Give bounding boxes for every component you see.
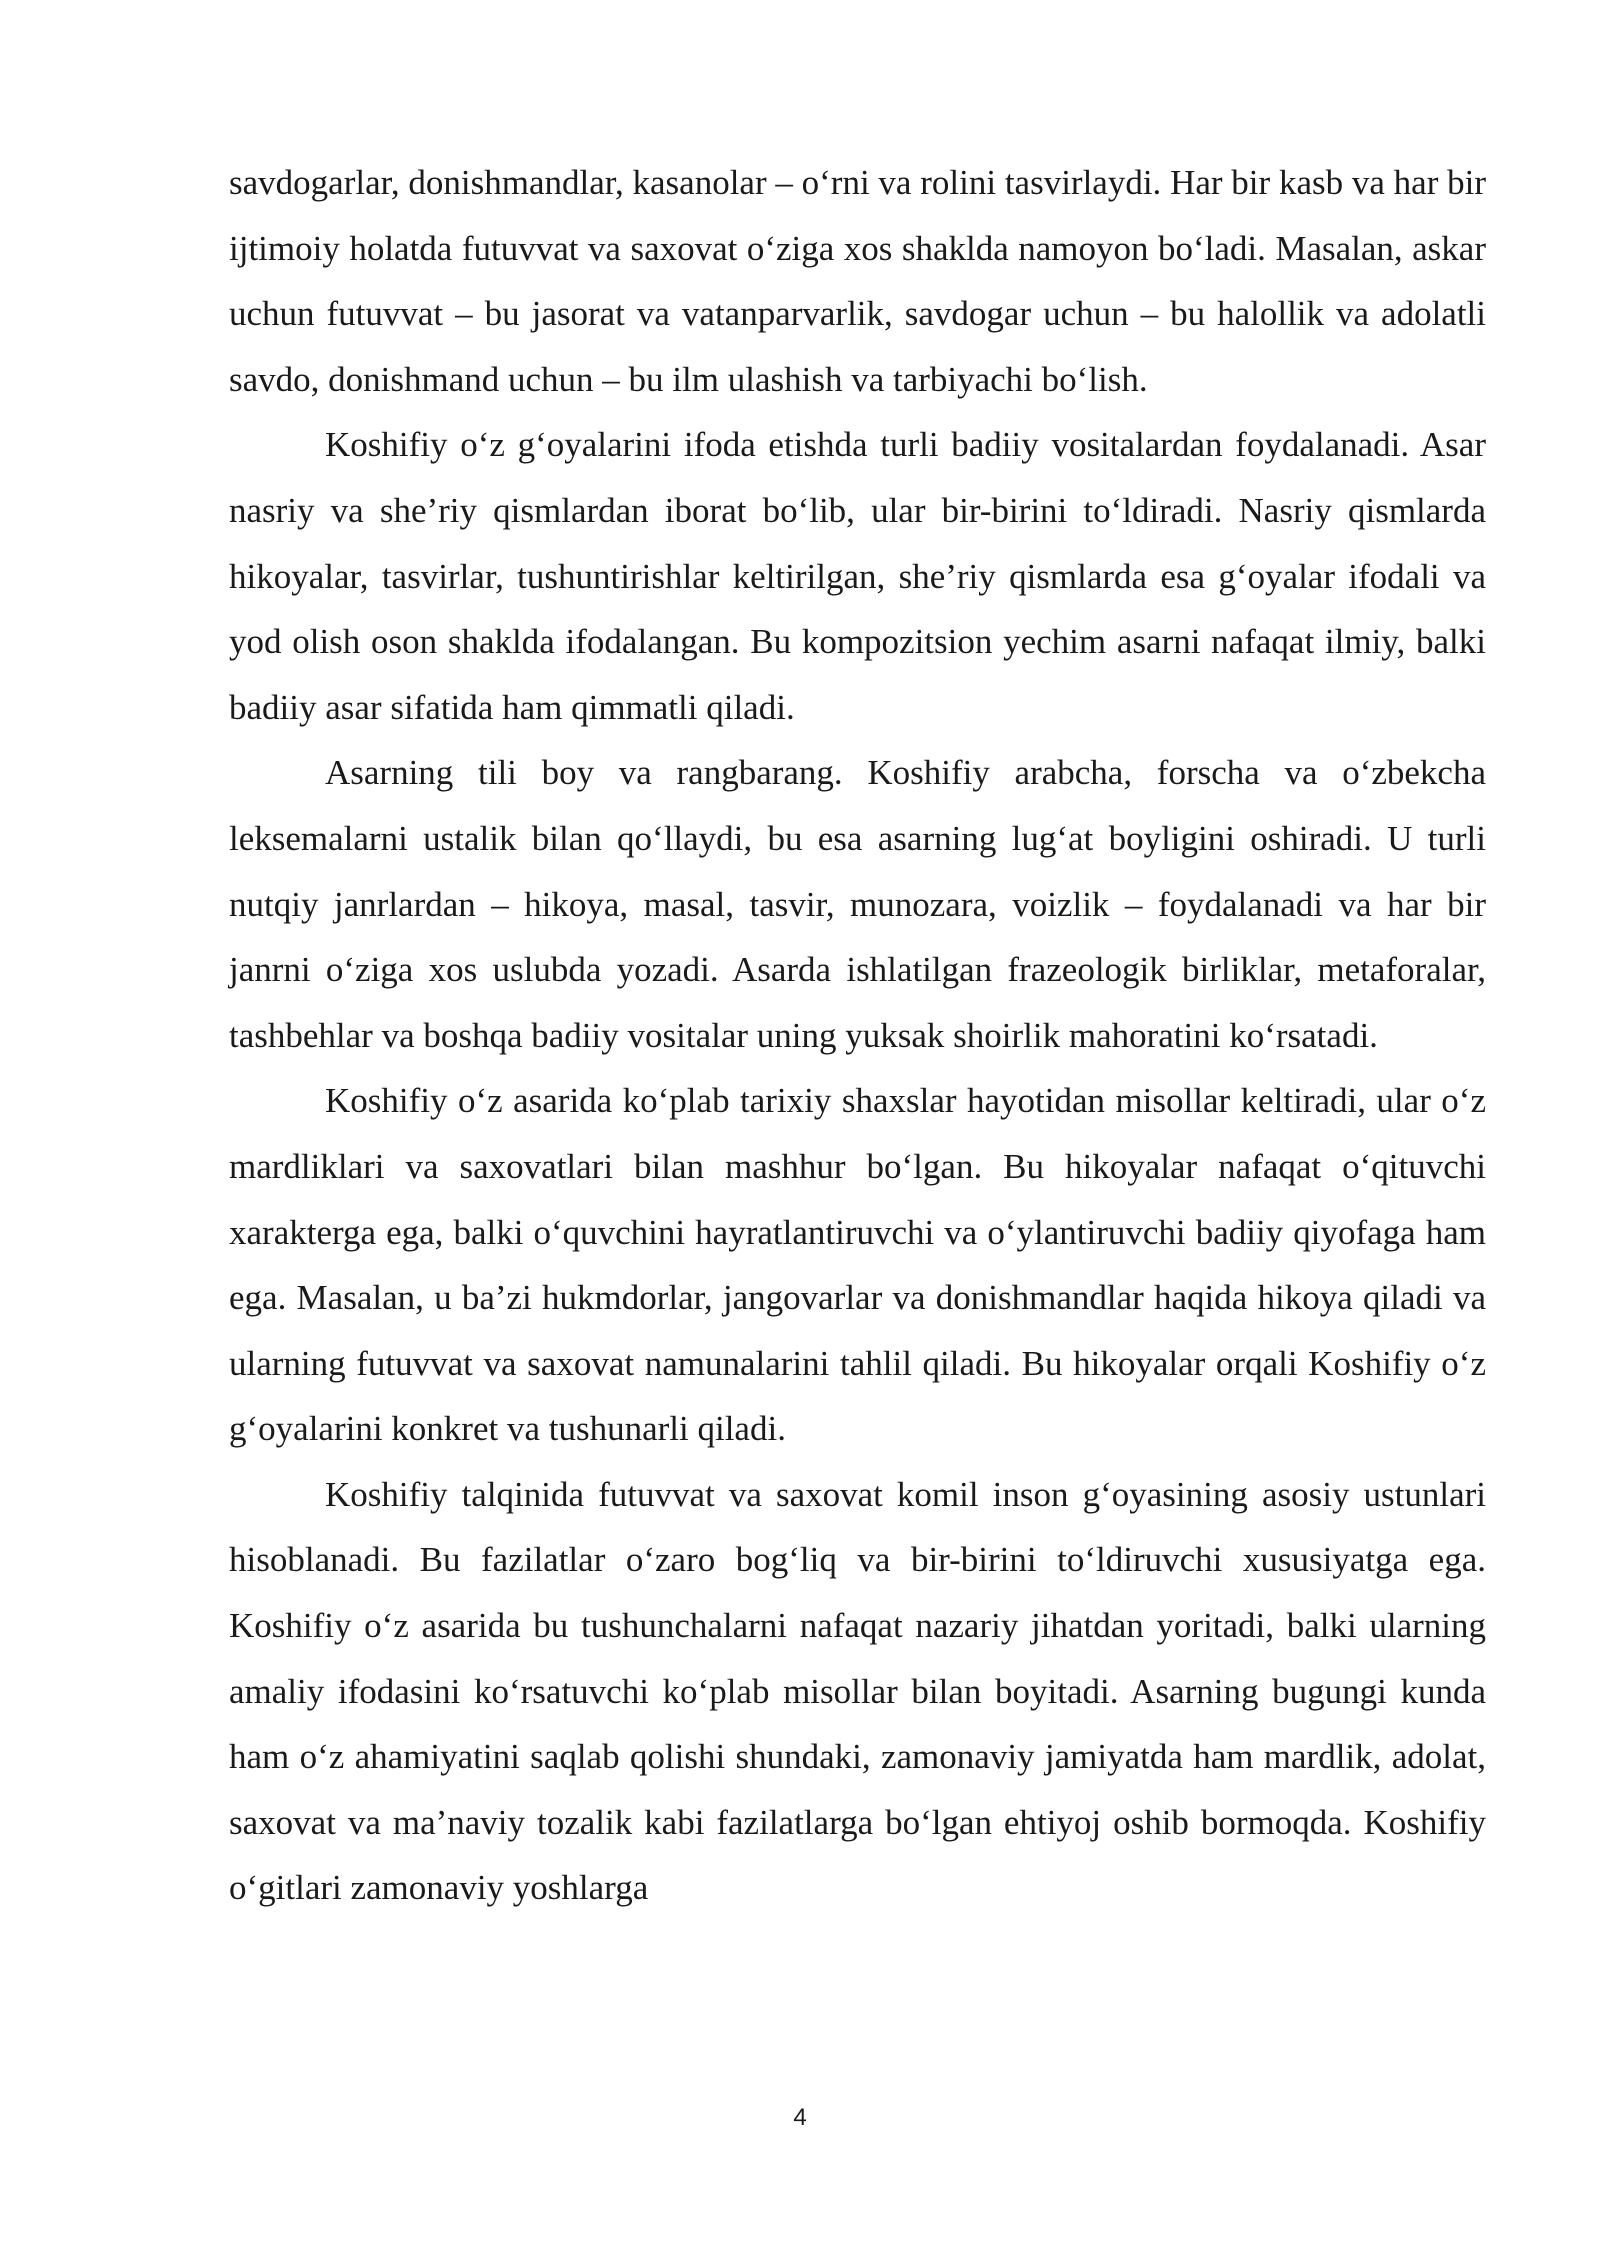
paragraph-continued: savdogarlar, donishmandlar, kasanolar – o‘rni va rolini tasvirlaydi. Har bir kasb va har bir ijtimoiy holatda futuvvat va saxovat o‘ziga xos shaklda namoyon bo‘ladi. Masalan, askar uchun futuvvat – bu jasorat va vatanparvarlik, savdogar uchun – bu halollik va adolatli savdo, donishmand uchun – bu ilm ulashish va tarbiyachi bo‘lish.: [229, 163, 1486, 399]
paragraph: Koshifiy o‘z asarida ko‘plab tarixiy shaxslar hayotidan misollar keltiradi, ular o‘z mardliklari va saxovatlari bilan mashhur bo‘lgan. Bu hikoyalar nafaqat o‘qituvchi xarakterga ega, balki o‘quvchini hayratlantiruvchi va o‘ylantiruvchi badiiy qiyofaga ham ega. Masalan, u ba’zi hukmdorlar, jangovarlar va donishmandlar haqida hikoya qiladi va ularning futuvvat va saxovat namunalarini tahlil qiladi. Bu hikoyalar orqali Koshifiy o‘z g‘oyalarini konkret va tushunarli qiladi.: [229, 1081, 1486, 1449]
paragraph: Koshifiy o‘z g‘oyalarini ifoda etishda turli badiiy vositalardan foydalanadi. Asar nasriy va she’riy qismlardan iborat bo‘lib, ular bir-birini to‘ldiradi. Nasriy qismlarda hikoyalar, tasvirlar, tushuntirishlar keltirilgan, she’riy qismlarda esa g‘oyalar ifodali va yod olish oson shaklda ifodalangan. Bu kompozitsion yechim asarni nafaqat ilmiy, balki badiiy asar sifatida ham qimmatli qiladi.: [229, 425, 1486, 727]
paragraph: Koshifiy talqinida futuvvat va saxovat komil inson g‘oyasining asosiy ustunlari hisoblanadi. Bu fazilatlar o‘zaro bog‘liq va bir-birini to‘ldiruvchi xususiyatga ega. Koshifiy o‘z asarida bu tushunchalarni nafaqat nazariy jihatdan yoritadi, balki ularning amaliy ifodasini ko‘rsatuvchi ko‘plab misollar bilan boyitadi. Asarning bugungi kunda ham o‘z ahamiyatini saqlab qolishi shundaki, zamonaviy jamiyatda ham mardlik, adolat, saxovat va ma’naviy tozalik kabi fazilatlarga bo‘lgan ehtiyoj oshib bormoqda. Koshifiy o‘gitlari zamonaviy yoshlarga: [229, 1474, 1486, 1908]
paragraph: Asarning tili boy va rangbarang. Koshifiy arabcha, forscha va o‘zbekcha leksemalarni ustalik bilan qo‘llaydi, bu esa asarning lug‘at boyligini oshiradi. U turli nutqiy janrlardan – hikoya, masal, tasvir, munozara, voizlik – foydalanadi va har bir janrni o‘ziga xos uslubda yozadi. Asarda ishlatilgan frazeologik birliklar, metaforalar, tashbehlar va boshqa badiiy vositalar uning yuksak shoirlik mahoratini ko‘rsatadi.: [229, 753, 1486, 1055]
body-text: [229, 150, 1486, 1921]
page-number: 4: [793, 2104, 807, 2131]
